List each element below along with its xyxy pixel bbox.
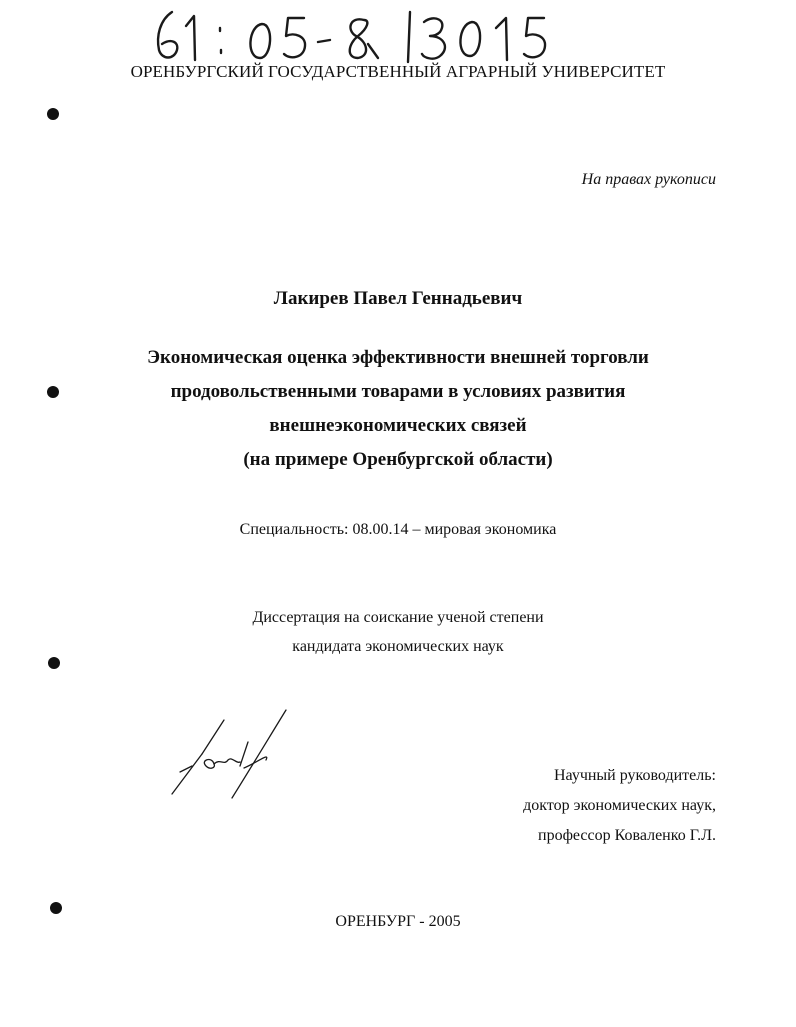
author-name: Лакирев Павел Геннадьевич (273, 288, 523, 309)
supervisor-degree: доктор экономических наук, (523, 797, 716, 814)
supervisor-name: профессор Коваленко Г.Л. (538, 827, 716, 844)
punch-hole-2 (47, 386, 59, 398)
punch-hole-4 (50, 902, 62, 914)
punch-hole-1 (47, 108, 59, 120)
university-header: ОРЕНБУРГСКИЙ ГОСУДАРСТВЕННЫЙ АГРАРНЫЙ УНИВЕРСИТЕТ (130, 62, 666, 81)
degree-line-1: Диссертация на соискание ученой степени (252, 609, 544, 626)
handwritten-archive-number (150, 6, 550, 68)
degree-line-2: кандидата экономических наук (292, 638, 504, 655)
specialty: Специальность: 08.00.14 – мировая экономика (239, 521, 557, 538)
manuscript-note: На правах рукописи (581, 171, 716, 188)
dissertation-title-line-2: продовольственными товарами в условиях развития (170, 381, 626, 402)
dissertation-title-line-3: внешнеэкономических связей (269, 415, 527, 436)
handwritten-signature (166, 706, 296, 802)
punch-hole-3 (48, 657, 60, 669)
dissertation-title-line-1: Экономическая оценка эффективности внешней торговли (147, 347, 649, 368)
dissertation-title-line-4: (на примере Оренбургской области) (243, 449, 553, 470)
city-year: ОРЕНБУРГ - 2005 (335, 913, 461, 930)
supervisor-label: Научный руководитель: (553, 767, 716, 784)
